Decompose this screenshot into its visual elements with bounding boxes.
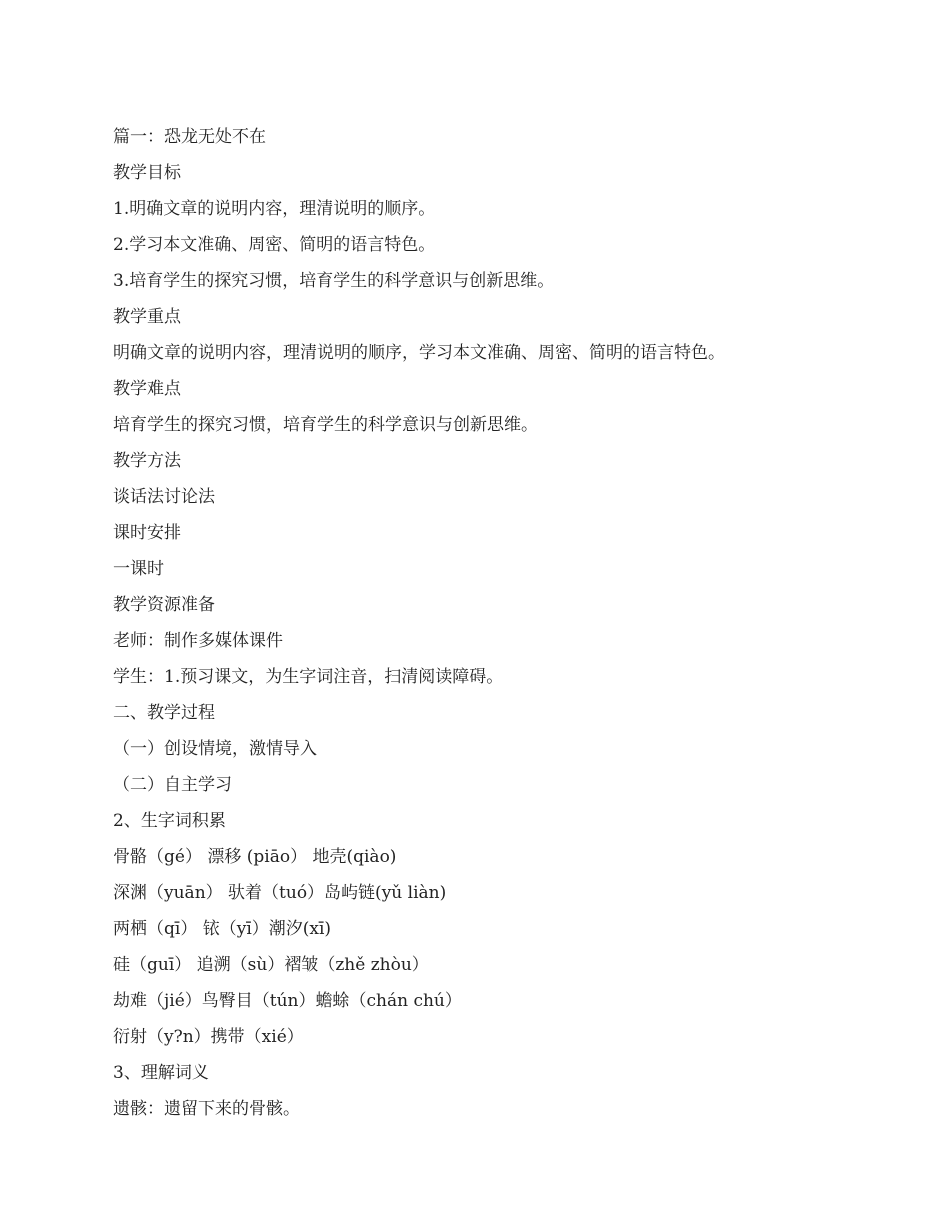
section-heading-process: 二、教学过程 (113, 703, 215, 723)
objective-item: 2.学习本文准确、周密、简明的语言特色。 (113, 235, 436, 255)
schedule-text: 一课时 (113, 559, 164, 579)
vocabulary-line: 两栖（qī） 铱（yī）潮汐(xī) (113, 919, 332, 939)
meaning-heading: 3、理解词义 (113, 1063, 209, 1083)
vocabulary-line: 衍射（y?n）携带（xié） (113, 1027, 304, 1047)
document-body (113, 119, 873, 1127)
difficulties-text: 培育学生的探究习惯，培育学生的科学意识与创新思维。 (113, 415, 538, 435)
methods-text: 谈话法讨论法 (113, 487, 215, 507)
objective-item: 3.培育学生的探究习惯，培育学生的科学意识与创新思维。 (113, 271, 555, 291)
document-title: 篇一：恐龙无处不在 (113, 127, 266, 147)
process-step: （二）自主学习 (113, 775, 232, 795)
vocabulary-line: 骨骼（gé） 漂移 (piāo） 地壳(qiào) (113, 847, 397, 867)
vocabulary-heading: 2、生字词积累 (113, 811, 226, 831)
vocabulary-line: 硅（guī） 追溯（sù）褶皱（zhě zhòu） (113, 955, 429, 975)
vocabulary-line: 深渊（yuān） 驮着（tuó）岛屿链(yǔ liàn) (113, 883, 447, 903)
vocabulary-line: 劫难（jié）鸟臀目（tún）蟾蜍（chán chú） (113, 991, 462, 1011)
meaning-line: 遗骸：遗留下来的骨骸。 (113, 1099, 300, 1119)
process-step: （一）创设情境，激情导入 (113, 739, 317, 759)
section-heading-schedule: 课时安排 (113, 523, 181, 543)
objective-item: 1.明确文章的说明内容，理清说明的顺序。 (113, 199, 436, 219)
section-heading-difficulties: 教学难点 (113, 379, 181, 399)
section-heading-objectives: 教学目标 (113, 163, 181, 183)
section-heading-methods: 教学方法 (113, 451, 181, 471)
resources-teacher: 老师：制作多媒体课件 (113, 631, 283, 651)
key-points-text: 明确文章的说明内容，理清说明的顺序，学习本文准确、周密、简明的语言特色。 (113, 343, 725, 363)
section-heading-key-points: 教学重点 (113, 307, 181, 327)
resources-student: 学生：1.预习课文，为生字词注音，扫清阅读障碍。 (113, 667, 504, 687)
section-heading-resources: 教学资源准备 (113, 595, 215, 615)
